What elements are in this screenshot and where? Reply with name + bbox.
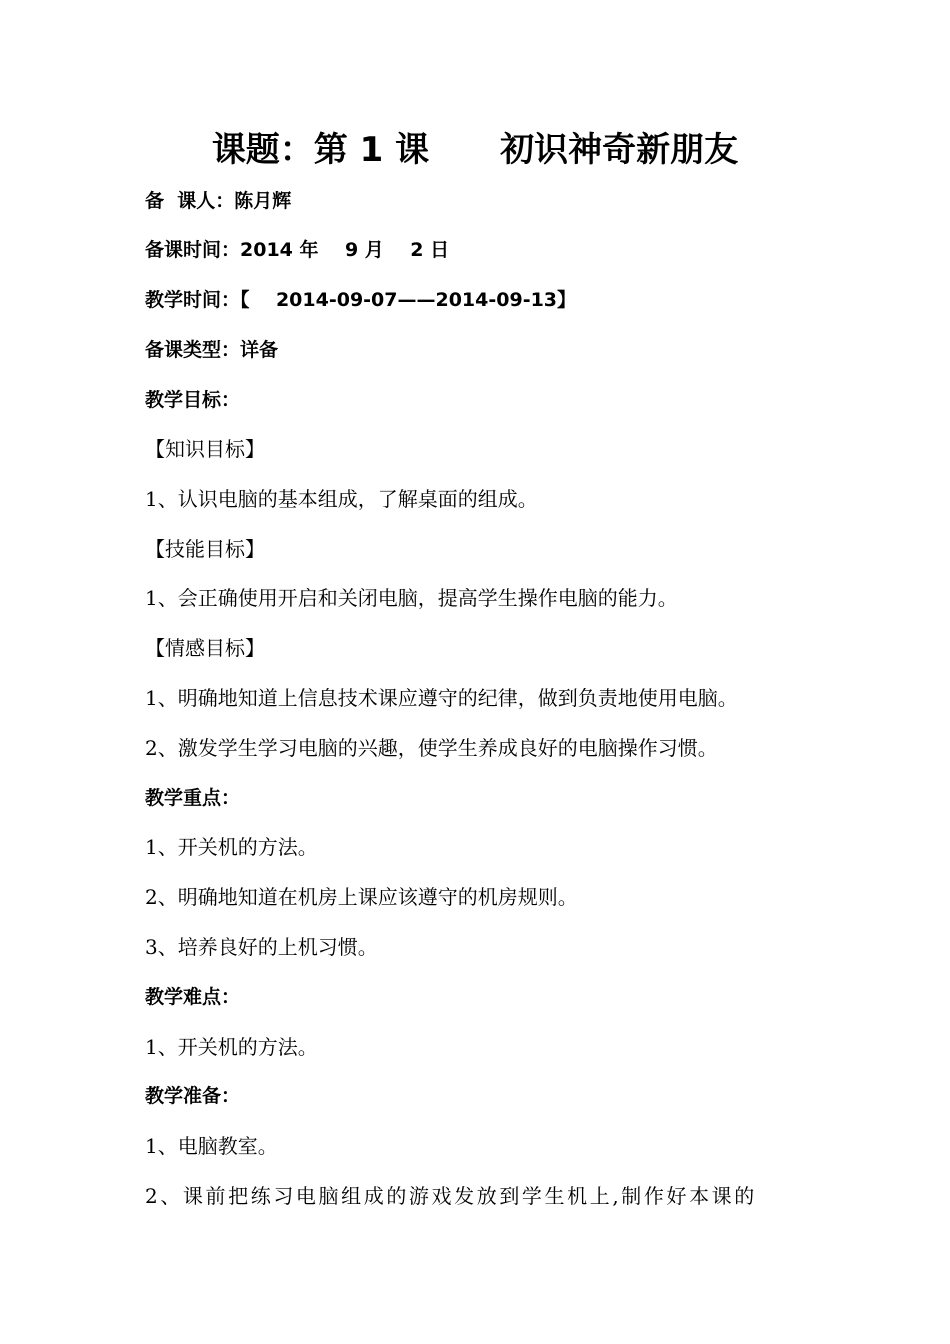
key-point-item: 2、明确地知道在机房上课应该遵守的机房规则。 bbox=[145, 885, 578, 909]
difficulty-item: 1、开关机的方法。 bbox=[145, 1035, 318, 1059]
skill-item: 1、会正确使用开启和关闭电脑，提高学生操作电脑的能力。 bbox=[145, 586, 678, 610]
prep-time-line: 备课时间：2014 年 9 月 2 日 bbox=[145, 239, 450, 261]
difficulties-heading: 教学难点： bbox=[145, 986, 241, 1008]
preparation-item: 1、电脑教室。 bbox=[145, 1134, 278, 1158]
teach-time-line: 教学时间：【 2014-09-07——2014-09-13】 bbox=[145, 289, 577, 311]
lesson-title: 课题：第 1 课 初识神奇新朋友 bbox=[211, 130, 739, 170]
skill-heading: 【技能目标】 bbox=[145, 537, 265, 561]
key-point-item: 1、开关机的方法。 bbox=[145, 835, 318, 859]
objectives-heading: 教学目标： bbox=[145, 389, 241, 411]
preparation-heading: 教学准备： bbox=[145, 1085, 241, 1107]
emotion-item: 1、明确地知道上信息技术课应遵守的纪律，做到负责地使用电脑。 bbox=[145, 686, 738, 710]
emotion-heading: 【情感目标】 bbox=[145, 636, 265, 660]
preparation-item: 2、课前把练习电脑组成的游戏发放到学生机上,制作好本课的 bbox=[145, 1184, 757, 1208]
emotion-item: 2、激发学生学习电脑的兴趣，使学生养成良好的电脑操作习惯。 bbox=[145, 736, 718, 760]
key-point-item: 3、培养良好的上机习惯。 bbox=[145, 935, 378, 959]
knowledge-heading: 【知识目标】 bbox=[145, 437, 265, 461]
prep-type-line: 备课类型：详备 bbox=[145, 339, 279, 361]
key-points-heading: 教学重点： bbox=[145, 787, 241, 809]
preparer-line: 备 课人：陈月辉 bbox=[145, 190, 292, 212]
knowledge-item: 1、认识电脑的基本组成，了解桌面的组成。 bbox=[145, 487, 538, 511]
